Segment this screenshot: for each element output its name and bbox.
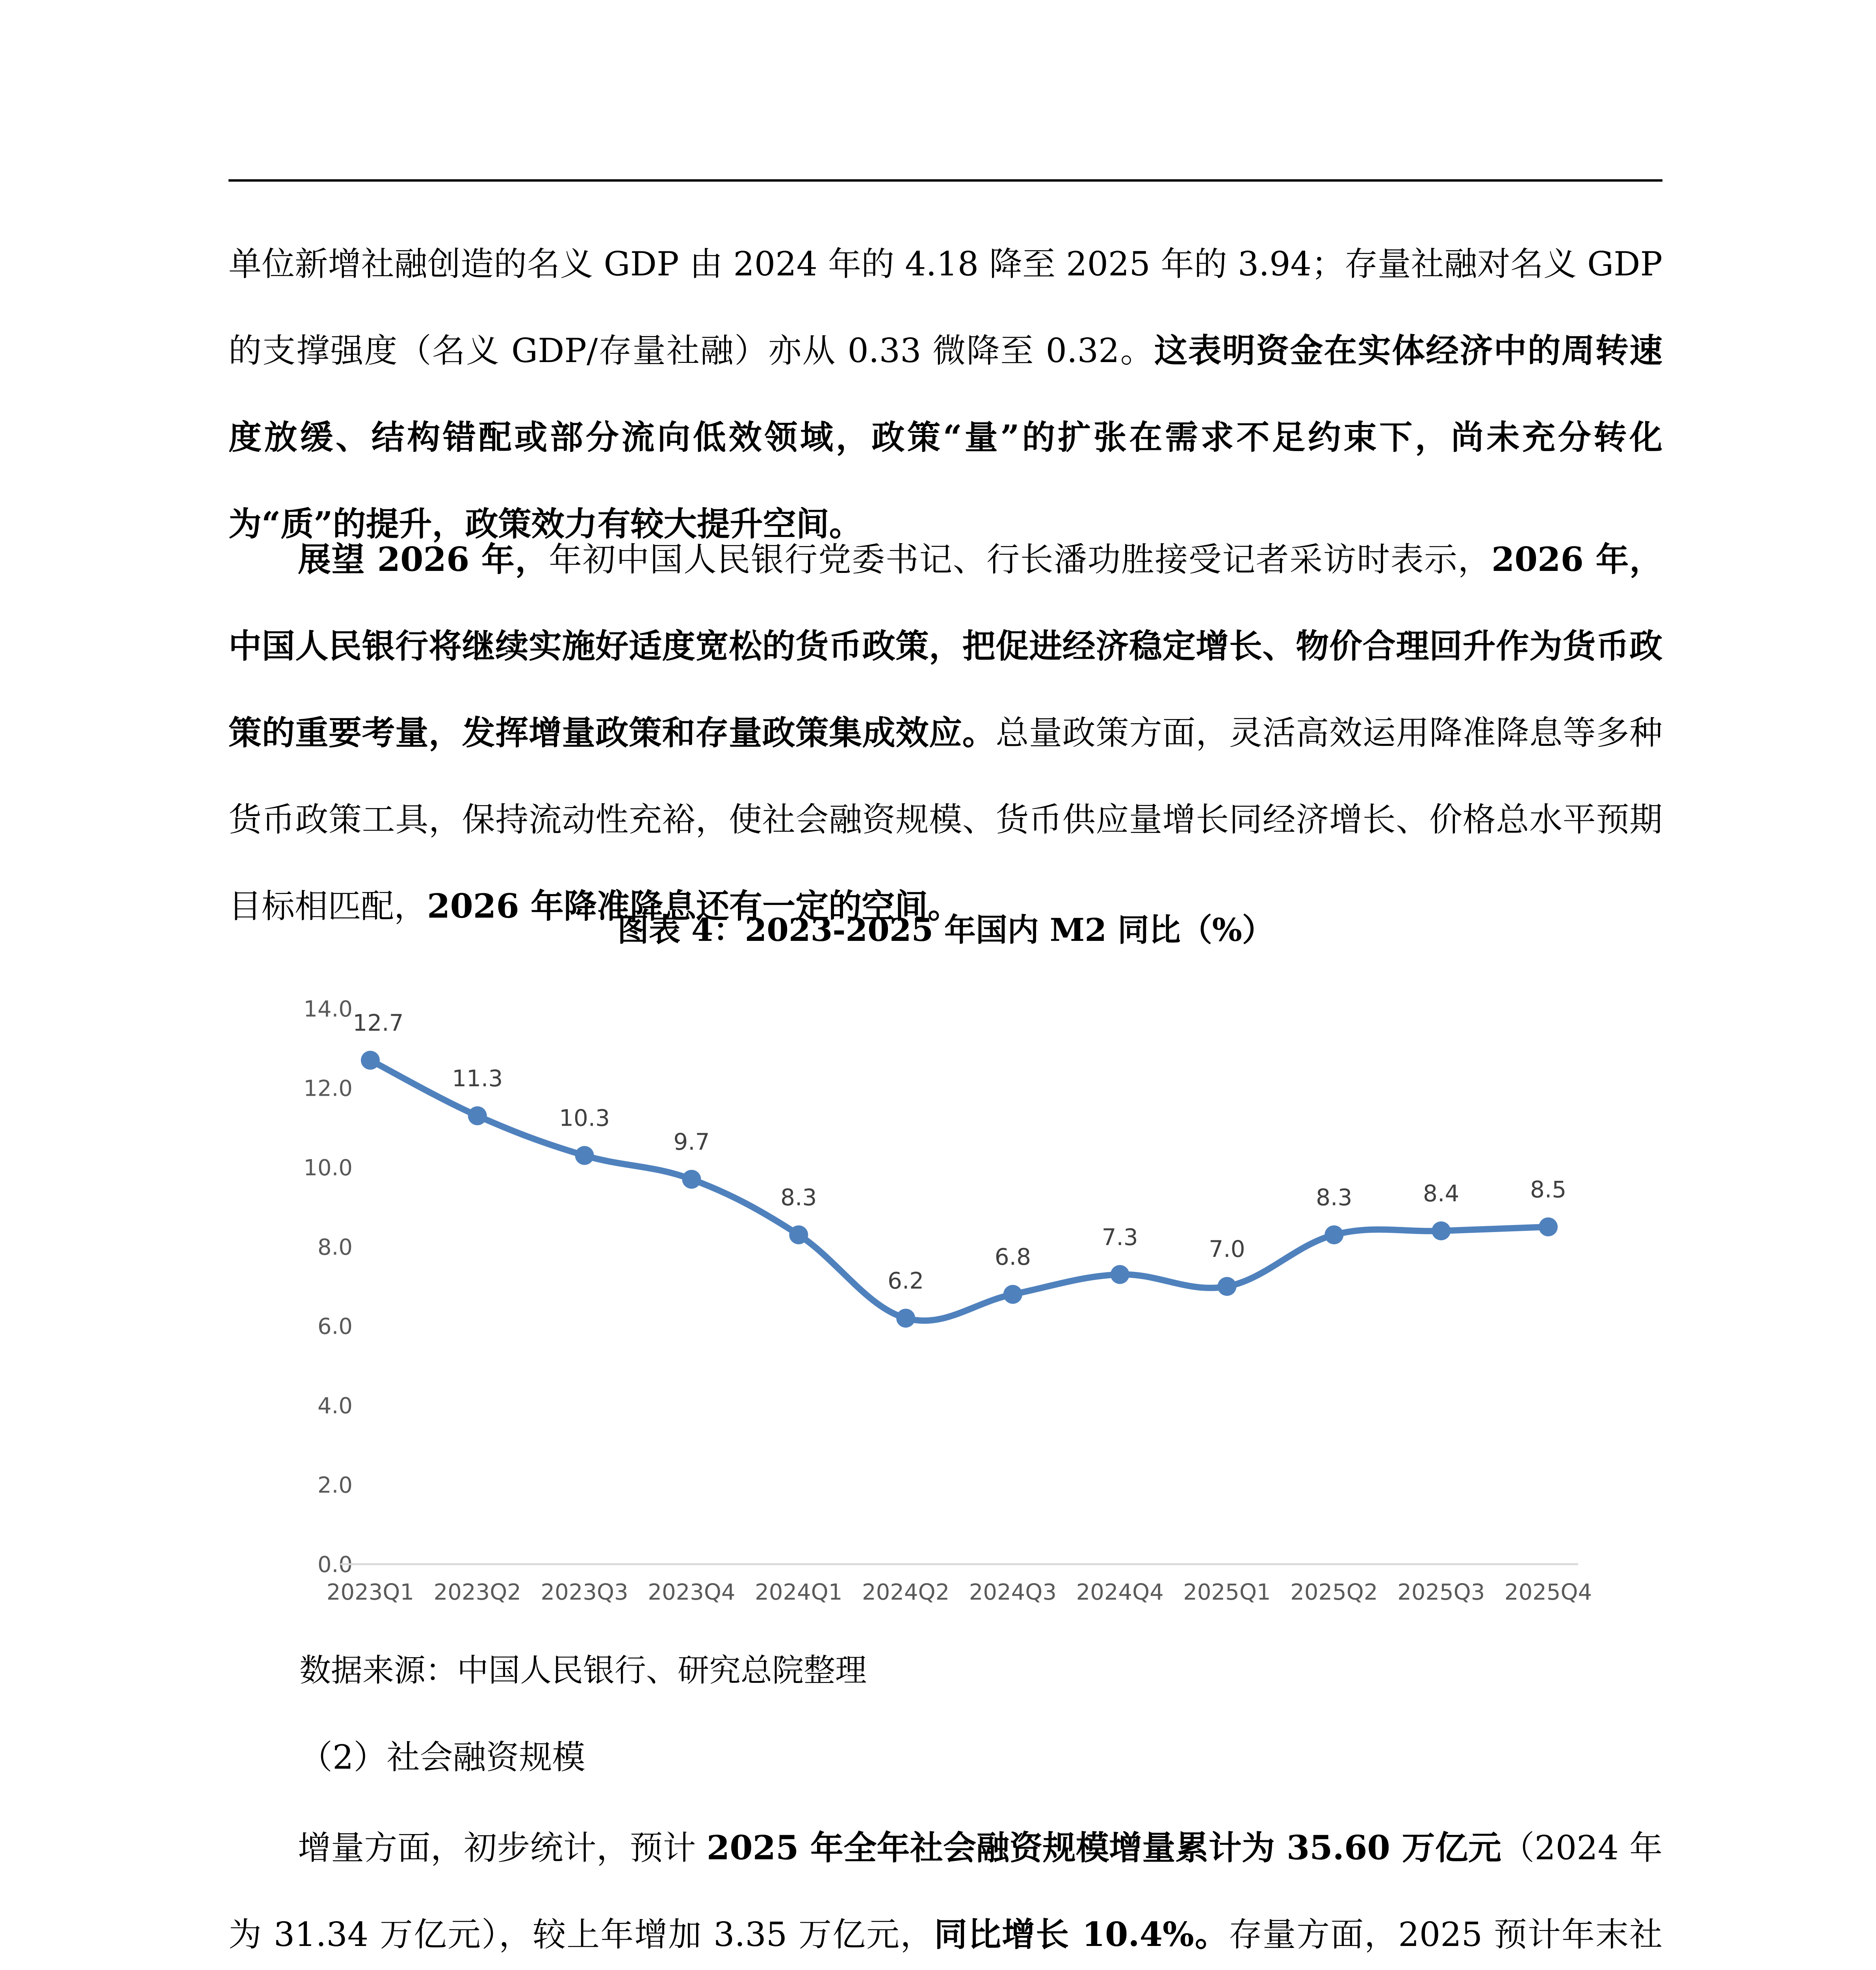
y-tick-label: 8.0 bbox=[317, 1234, 353, 1260]
x-axis-ticks bbox=[327, 1580, 1592, 1605]
p1-run-0: 单位新增社融创造的名义 GDP 由 2024 年的 4.18 降至 2025 年的 3.94；存量社融对名义 GDP 的支撑强度（名义 GDP/存量社融）亦从 0.33 微降至 0.32。 bbox=[228, 245, 1662, 370]
y-tick-label: 4.0 bbox=[317, 1393, 353, 1419]
x-tick-label: 2023Q3 bbox=[541, 1580, 628, 1605]
data-point bbox=[1539, 1217, 1558, 1236]
data-point bbox=[1432, 1221, 1451, 1240]
data-label: 6.8 bbox=[994, 1243, 1031, 1271]
data-label: 8.4 bbox=[1423, 1180, 1460, 1207]
data-label: 8.5 bbox=[1530, 1176, 1567, 1203]
data-label: 11.3 bbox=[452, 1065, 503, 1092]
data-point bbox=[468, 1106, 487, 1125]
data-point bbox=[361, 1051, 380, 1070]
series-line-m2 bbox=[370, 1060, 1548, 1321]
y-tick-label: 0.0 bbox=[317, 1552, 353, 1578]
x-tick-label: 2024Q3 bbox=[969, 1580, 1057, 1605]
data-points bbox=[361, 1051, 1558, 1328]
figure-source: 数据来源：中国人民银行、研究总院整理 bbox=[299, 1652, 867, 1689]
y-tick-label: 2.0 bbox=[317, 1472, 353, 1498]
p2-run-3: 总量政策方面，灵活高效运用降准降息等多种货币政策工具，保持流动性充裕，使社会融资规模、货币供应量增长同经济增长、价格总水平预期目标相匹配， bbox=[228, 714, 1662, 926]
data-label: 9.7 bbox=[673, 1128, 710, 1156]
x-tick-label: 2024Q2 bbox=[862, 1580, 950, 1605]
x-tick-label: 2025Q4 bbox=[1504, 1580, 1592, 1605]
data-label: 7.0 bbox=[1209, 1236, 1245, 1262]
data-label: 6.2 bbox=[887, 1267, 924, 1294]
data-label: 7.3 bbox=[1101, 1223, 1138, 1251]
x-tick-label: 2023Q4 bbox=[648, 1580, 736, 1605]
p1-run-1: 这表明资金在实体经济中的周转速度放缓、结构错配或部分流向低效领域，政策“量”的扩张在需求不足约束下，尚未充分转化为“质”的提升，政策效力有较大提升空间。 bbox=[228, 331, 1662, 543]
p3-run-2: （2024 年为 31.34 万亿元），较上年增加 3.35 万亿元， bbox=[228, 1829, 1663, 1954]
figure-title: 图表 4：2023-2025 年国内 M2 同比（%） bbox=[617, 911, 1274, 948]
x-tick-label: 2025Q1 bbox=[1183, 1580, 1271, 1605]
p3-run-1: 2025 年全年社会融资规模增量累计为 35.60 万亿元 bbox=[706, 1828, 1502, 1867]
p3-run-3: 同比增长 10.4%。 bbox=[934, 1915, 1229, 1954]
data-point bbox=[1218, 1277, 1237, 1296]
data-point bbox=[896, 1309, 915, 1328]
p3-run-4: 存量方面，2025 预计年末社 bbox=[1229, 1915, 1662, 1954]
data-label: 8.3 bbox=[780, 1184, 817, 1211]
section-heading: （2）社会融资规模 bbox=[299, 1738, 585, 1777]
x-tick-label: 2025Q3 bbox=[1397, 1580, 1485, 1605]
data-labels bbox=[353, 1009, 1566, 1294]
data-point bbox=[682, 1170, 701, 1189]
x-tick-label: 2025Q2 bbox=[1290, 1580, 1378, 1605]
data-point bbox=[1324, 1225, 1343, 1244]
data-point bbox=[575, 1146, 594, 1165]
paragraph-social-financing bbox=[228, 1805, 1662, 1970]
data-point bbox=[1111, 1265, 1129, 1284]
p2-run-0: 展望 2026 年， bbox=[298, 540, 549, 579]
x-tick-label: 2023Q2 bbox=[433, 1580, 521, 1605]
p3-run-0: 增量方面，初步统计，预计 bbox=[298, 1829, 707, 1867]
y-tick-label: 12.0 bbox=[303, 1076, 353, 1102]
x-tick-label: 2023Q1 bbox=[326, 1580, 414, 1605]
data-label: 10.3 bbox=[559, 1104, 610, 1132]
data-label: 8.3 bbox=[1316, 1184, 1352, 1211]
data-point bbox=[1003, 1285, 1022, 1304]
data-point bbox=[789, 1225, 808, 1244]
y-tick-label: 10.0 bbox=[303, 1155, 353, 1181]
p2-run-2: 2026 年，中国人民银行将继续实施好适度宽松的货币政策，把促进经济稳定增长、物价合理回升作为货币政策的重要考量，发挥增量政策和存量政策集成效应。 bbox=[228, 540, 1662, 752]
x-tick-label: 2024Q4 bbox=[1076, 1580, 1164, 1605]
y-tick-label: 6.0 bbox=[317, 1314, 353, 1340]
x-tick-label: 2024Q1 bbox=[755, 1580, 843, 1605]
p2-run-4: 2026 年降准降息还有一定的空间。 bbox=[427, 886, 961, 926]
data-label: 12.7 bbox=[353, 1009, 404, 1036]
y-axis-ticks bbox=[303, 996, 353, 1578]
y-tick-label: 14.0 bbox=[303, 996, 353, 1022]
p2-run-1: 年初中国人民银行党委书记、行长潘功胜接受记者采访时表示， bbox=[549, 540, 1492, 579]
